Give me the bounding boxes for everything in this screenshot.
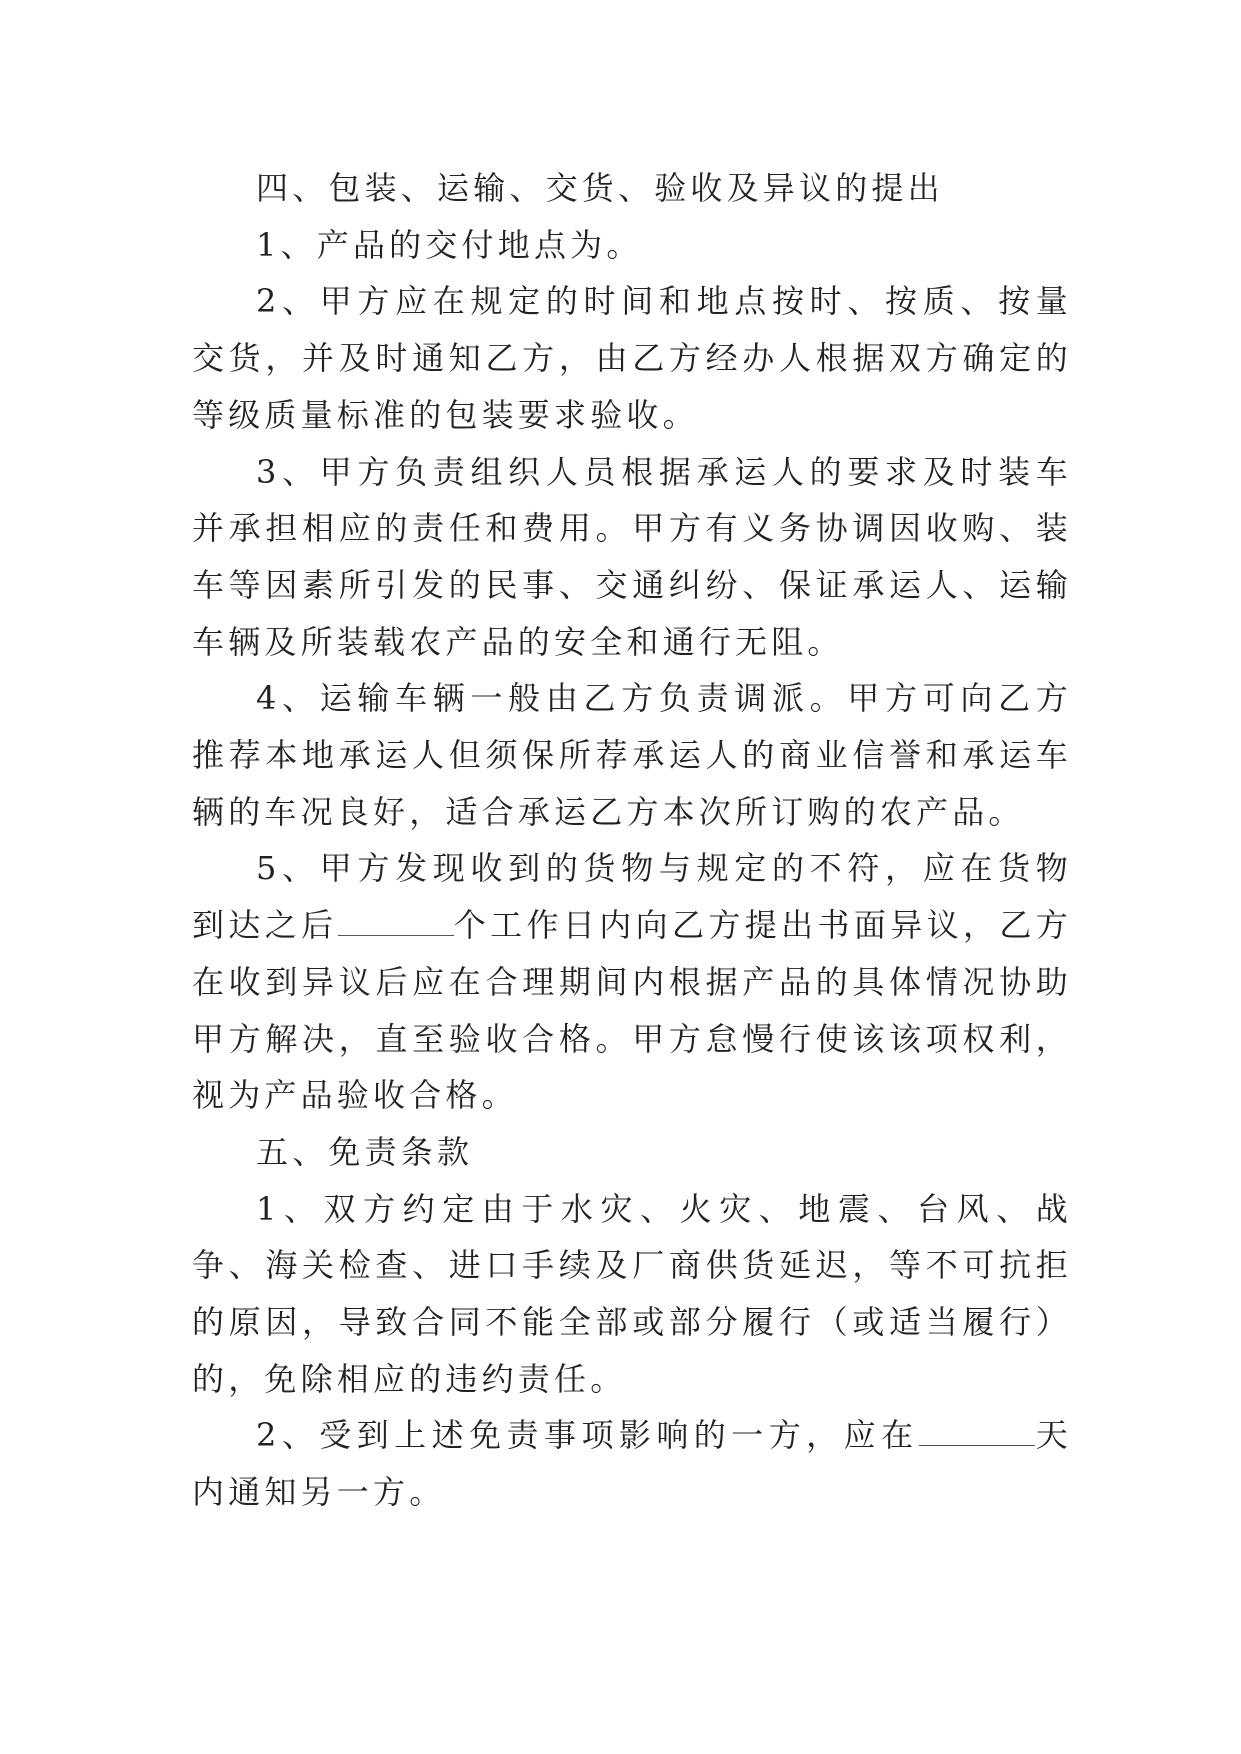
clause-4-5-text-end: 个工作日内向乙方提出书面异议，乙方在收到异议后应在合理期间内根据产品的具体情况协助甲方解决，直至验收合格。甲方怠慢行使该该项权利，视为产品验收合格。 [192,906,1072,1115]
clause-5-2 [192,1407,1072,1520]
clause-4-5 [192,840,1072,1124]
fill-in-blank-days [338,909,454,936]
clause-4-3: 3、甲方负责组织人员根据承运人的要求及时装车并承担相应的责任和费用。甲方有义务协调因收购、装车等因素所引发的民事、交通纠纷、保证承运人、运输车辆及所装载农产品的安全和通行无阻。 [192,452,1072,661]
clause-5-2-text-end: 天内通知另一方。 [192,1416,1073,1512]
clause-4-5-text-start: 5、甲方发现收到的货物与规定的不符，应在货物到达之后 [192,849,1072,945]
clause-4-4: 4、运输车辆一般由乙方负责调派。甲方可向乙方推荐本地承运人但须保所荐承运人的商业信誉和承运车辆的车况良好，适合承运乙方本次所订购的农产品。 [192,679,1072,831]
clause-4-2: 2、甲方应在规定的时间和地点按时、按质、按量交货，并及时通知乙方，由乙方经办人根据双方确定的等级质量标准的包装要求验收。 [192,282,1072,434]
fill-in-blank-notice-days [919,1419,1035,1446]
section-heading-packaging: 四、包装、运输、交货、验收及异议的提出 [256,169,944,207]
clause-5-2-text-start: 2、受到上述免责事项影响的一方，应在 [256,1416,919,1455]
clause-4-1: 1、产品的交付地点为。 [256,225,643,264]
section-heading-exemption: 五、免责条款 [256,1132,474,1171]
document-body [192,160,1072,1521]
clause-5-1: 1、双方约定由于水灾、火灾、地震、台风、战争、海关检查、进口手续及厂商供货延迟，等不可抗拒的原因，导致合同不能全部或部分履行（或适当履行）的，免除相应的违约责任。 [192,1189,1072,1398]
